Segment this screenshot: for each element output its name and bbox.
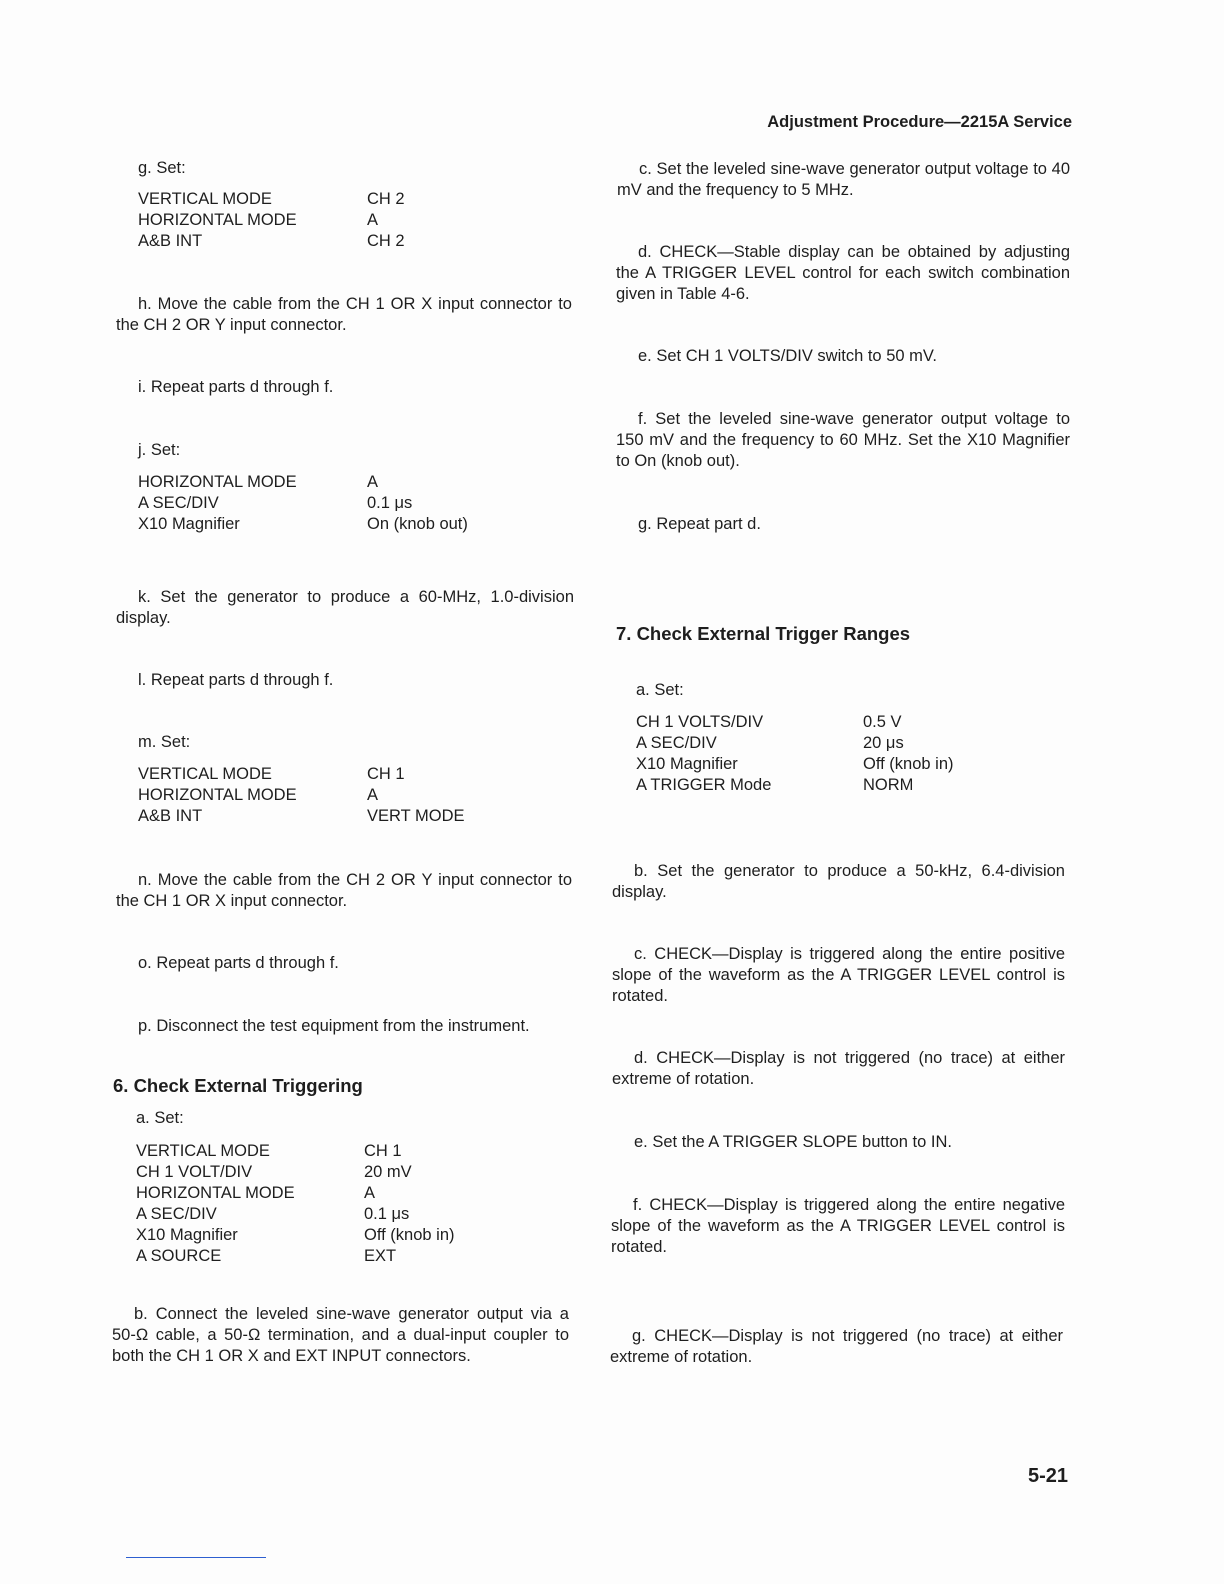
section-6-step-a-label: a. Set: bbox=[136, 1109, 184, 1127]
step-l: l. Repeat parts d through f. bbox=[138, 671, 334, 689]
setting-value: CH 2 bbox=[367, 232, 405, 250]
page-header: Adjustment Procedure—2215A Service bbox=[767, 113, 1072, 131]
setting-key: HORIZONTAL MODE bbox=[138, 473, 297, 491]
table-row bbox=[636, 754, 953, 775]
table-row bbox=[136, 1246, 454, 1267]
setting-key: A&B INT bbox=[138, 232, 203, 250]
step-h: h. Move the cable from the CH 1 OR X input connector to the CH 2 OR Y input connector. bbox=[116, 295, 572, 334]
step-k: k. Set the generator to produce a 60-MHz, 1.0-division display. bbox=[116, 588, 574, 627]
setting-key: HORIZONTAL MODE bbox=[138, 211, 297, 229]
table-row bbox=[136, 1225, 454, 1246]
setting-key: X10 Magnifier bbox=[138, 515, 240, 533]
setting-value: 0.1 μs bbox=[364, 1205, 410, 1223]
table-row bbox=[138, 764, 465, 785]
table-row bbox=[138, 785, 465, 806]
settings-table-m bbox=[138, 764, 465, 827]
table-row bbox=[136, 1141, 454, 1162]
settings-table-7a bbox=[636, 712, 953, 796]
section-7-step-c: c. CHECK—Display is triggered along the entire positive slope of the waveform as the A TRIGGER LEVEL control is rotated. bbox=[612, 945, 1065, 1005]
setting-value: A bbox=[367, 211, 379, 229]
page-number: 5-21 bbox=[1027, 1465, 1068, 1487]
table-row bbox=[138, 493, 468, 514]
setting-key: X10 Magnifier bbox=[136, 1226, 238, 1244]
setting-key: A TRIGGER Mode bbox=[636, 776, 772, 794]
setting-value: A bbox=[367, 786, 379, 804]
table-row bbox=[136, 1204, 454, 1225]
section-6-title: 6. Check External Triggering bbox=[113, 1075, 363, 1096]
table-row bbox=[138, 514, 468, 535]
section-7-title: 7. Check External Trigger Ranges bbox=[616, 623, 911, 644]
table-row bbox=[138, 210, 405, 231]
setting-key: HORIZONTAL MODE bbox=[136, 1184, 295, 1202]
setting-value: A bbox=[367, 473, 379, 491]
setting-key: A SEC/DIV bbox=[138, 494, 219, 512]
step-o: o. Repeat parts d through f. bbox=[138, 954, 339, 972]
section-7-step-d: d. CHECK—Display is not triggered (no trace) at either extreme of rotation. bbox=[612, 1049, 1065, 1088]
setting-value: NORM bbox=[863, 776, 914, 794]
table-row bbox=[636, 733, 953, 754]
section-7-step-a-label: a. Set: bbox=[636, 681, 684, 699]
setting-value: A bbox=[364, 1184, 376, 1202]
step-p: p. Disconnect the test equipment from the instrument. bbox=[138, 1017, 530, 1035]
step-i: i. Repeat parts d through f. bbox=[138, 378, 334, 396]
setting-key: CH 1 VOLTS/DIV bbox=[636, 713, 764, 731]
table-row bbox=[636, 775, 953, 796]
setting-key: VERTICAL MODE bbox=[136, 1142, 270, 1160]
step-e: e. Set CH 1 VOLTS/DIV switch to 50 mV. bbox=[638, 347, 937, 365]
setting-key: VERTICAL MODE bbox=[138, 765, 272, 783]
step-d: d. CHECK—Stable display can be obtained by adjusting the A TRIGGER LEVEL control for each switch combination given in Table 4-6. bbox=[616, 243, 1070, 303]
table-row bbox=[136, 1183, 454, 1204]
step-j-label: j. Set: bbox=[138, 441, 181, 459]
settings-table-g bbox=[138, 189, 405, 252]
setting-key: A SEC/DIV bbox=[636, 734, 717, 752]
section-7-step-f: f. CHECK—Display is triggered along the entire negative slope of the waveform as the A TRIGGER LEVEL control is rotated. bbox=[611, 1196, 1065, 1256]
table-row bbox=[138, 806, 465, 827]
setting-value: Off (knob in) bbox=[863, 755, 954, 773]
setting-key: VERTICAL MODE bbox=[138, 190, 272, 208]
setting-value: 0.5 V bbox=[863, 713, 902, 731]
settings-table-6a bbox=[136, 1141, 454, 1267]
table-row bbox=[138, 189, 405, 210]
setting-value: 0.1 μs bbox=[367, 494, 413, 512]
table-row bbox=[136, 1162, 454, 1183]
section-7-step-b: b. Set the generator to produce a 50-kHz, 6.4-division display. bbox=[612, 862, 1065, 901]
section-6-step-b: b. Connect the leveled sine-wave generator output via a 50-Ω cable, a 50-Ω termination, and a dual-input coupler to both the CH 1 OR X and EXT INPUT connectors. bbox=[112, 1305, 569, 1365]
step-g-label: g. Set: bbox=[138, 159, 186, 177]
setting-key: A SEC/DIV bbox=[136, 1205, 217, 1223]
setting-key: A&B INT bbox=[138, 807, 203, 825]
section-7-step-g: g. CHECK—Display is not triggered (no trace) at either extreme of rotation. bbox=[610, 1327, 1063, 1366]
settings-table-j bbox=[138, 472, 468, 535]
setting-key: HORIZONTAL MODE bbox=[138, 786, 297, 804]
table-row bbox=[138, 472, 468, 493]
setting-value: CH 1 bbox=[367, 765, 405, 783]
step-g-repeat: g. Repeat part d. bbox=[638, 515, 761, 533]
setting-value: On (knob out) bbox=[367, 515, 468, 533]
setting-value: 20 mV bbox=[364, 1163, 412, 1181]
setting-value: VERT MODE bbox=[367, 807, 465, 825]
table-row bbox=[636, 712, 953, 733]
step-f: f. Set the leveled sine-wave generator output voltage to 150 mV and the frequency to 60 MHz. Set the X10 Magnifier to On (knob out). bbox=[616, 410, 1070, 470]
setting-value: CH 1 bbox=[364, 1142, 402, 1160]
step-n: n. Move the cable from the CH 2 OR Y input connector to the CH 1 OR X input connector. bbox=[116, 871, 572, 910]
step-m-label: m. Set: bbox=[138, 733, 191, 751]
setting-value: Off (knob in) bbox=[364, 1226, 455, 1244]
section-7-step-e: e. Set the A TRIGGER SLOPE button to IN. bbox=[634, 1133, 952, 1151]
setting-value: 20 μs bbox=[863, 734, 904, 752]
bottom-rule bbox=[126, 1557, 266, 1558]
step-c: c. Set the leveled sine-wave generator output voltage to 40 mV and the frequency to 5 MHz. bbox=[617, 160, 1070, 199]
setting-key: X10 Magnifier bbox=[636, 755, 738, 773]
setting-value: EXT bbox=[364, 1247, 397, 1265]
setting-key: CH 1 VOLT/DIV bbox=[136, 1163, 253, 1181]
setting-key: A SOURCE bbox=[136, 1247, 222, 1265]
table-row bbox=[138, 231, 405, 252]
setting-value: CH 2 bbox=[367, 190, 405, 208]
